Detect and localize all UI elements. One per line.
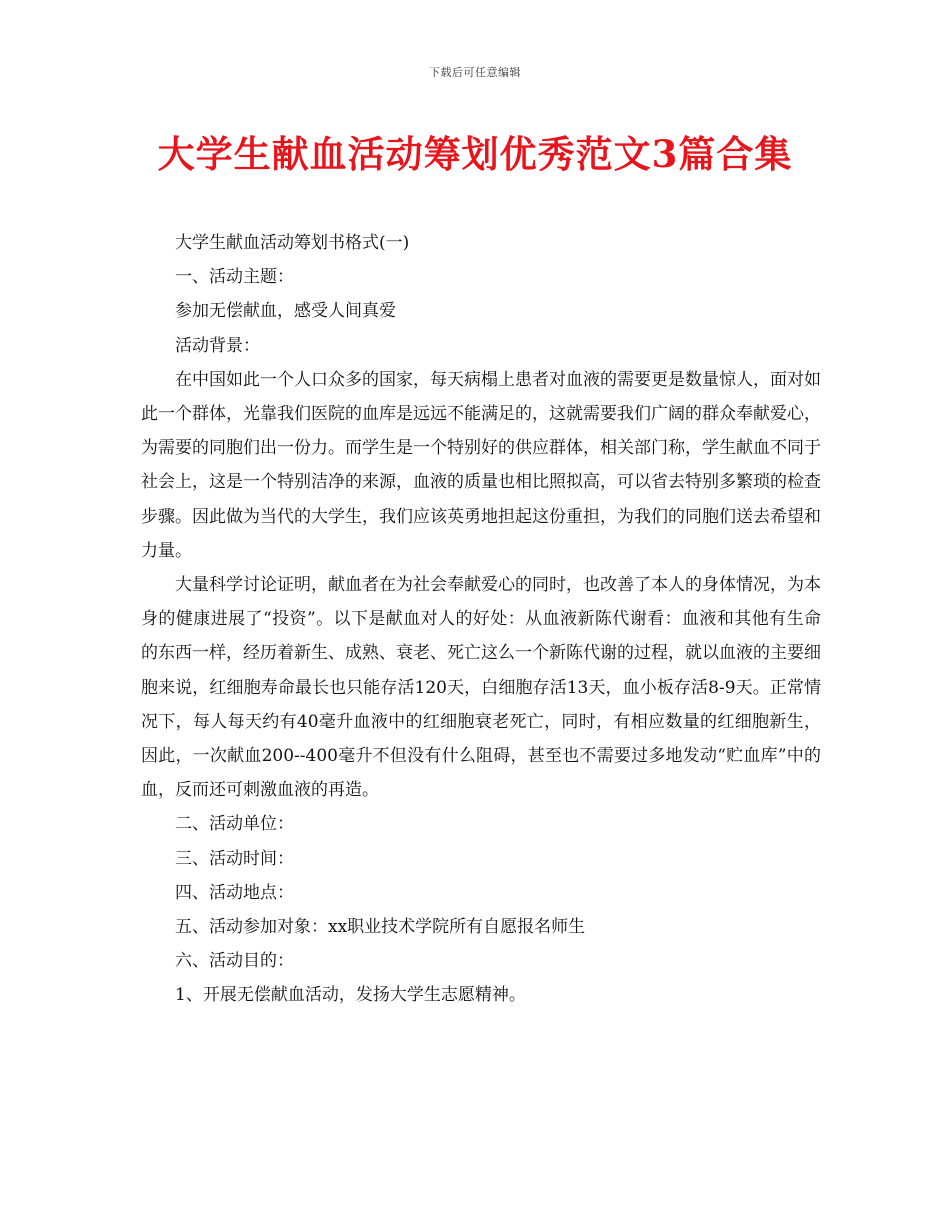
paragraph-purpose-item-1: 1、开展无偿献血活动，发扬大学生志愿精神。 — [175, 985, 526, 1006]
header-note: 下载后可任意编辑 — [429, 66, 521, 79]
paragraph-theme-heading: 一、活动主题： — [175, 267, 294, 288]
paragraph-section-heading: 大学生献血活动筹划书格式(一) — [175, 233, 410, 253]
paragraph-research: 大量科学讨论证明，献血者在为社会奉献爱心的同时，也改善了本人的身体情况，为本身的健康进展了“投资”。以下是献血对人的好处：从血液新陈代谢看：血液和其他有生命的东西一样，经历着新生、成熟、衰老、死亡这么一个新陈代谢的过程，就以血液的主要细胞来说，红细胞寿命最长也只能存活120天，白细胞存活13天，血小板存活8-9天。正常情况下，每人每天约有40毫升血液中的红细胞衰老死亡，同时，有相应数量的红细胞新生，因此，一次献血200--400毫升不但没有什么阻碍，甚至也不需要过多地发动“贮血库”中的血，反而还可刺激血液的再造。 — [141, 575, 821, 801]
paragraph-background-heading: 活动背景： — [175, 335, 260, 356]
document-body — [141, 226, 821, 1013]
document-title: 大学生献血活动筹划优秀范文3篇合集 — [157, 132, 793, 176]
paragraph-time-heading: 三、活动时间： — [175, 848, 294, 869]
paragraph-location-heading: 四、活动地点： — [175, 882, 294, 903]
paragraph-unit-heading: 二、活动单位： — [175, 814, 294, 835]
paragraph-participants: 五、活动参加对象：xx职业技术学院所有自愿报名师生 — [175, 917, 586, 938]
paragraph-background: 在中国如此一个人口众多的国家，每天病榻上患者对血液的需要更是数量惊人，面对如此一个群体，光靠我们医院的血库是远远不能满足的，这就需要我们广阔的群众奉献爱心，为需要的同胞们出一份力。而学生是一个特别好的供应群体，相关部门称，学生献血不同于社会上，这是一个特别洁净的来源，血液的质量也相比照拟高，可以省去特别多繁琐的检查步骤。因此做为当代的大学生，我们应该英勇地担起这份重担，为我们的同胞们送去希望和力量。 — [141, 369, 821, 561]
paragraph-purpose-heading: 六、活动目的： — [175, 951, 294, 972]
paragraph-theme: 参加无偿献血，感受人间真爱 — [175, 301, 396, 322]
